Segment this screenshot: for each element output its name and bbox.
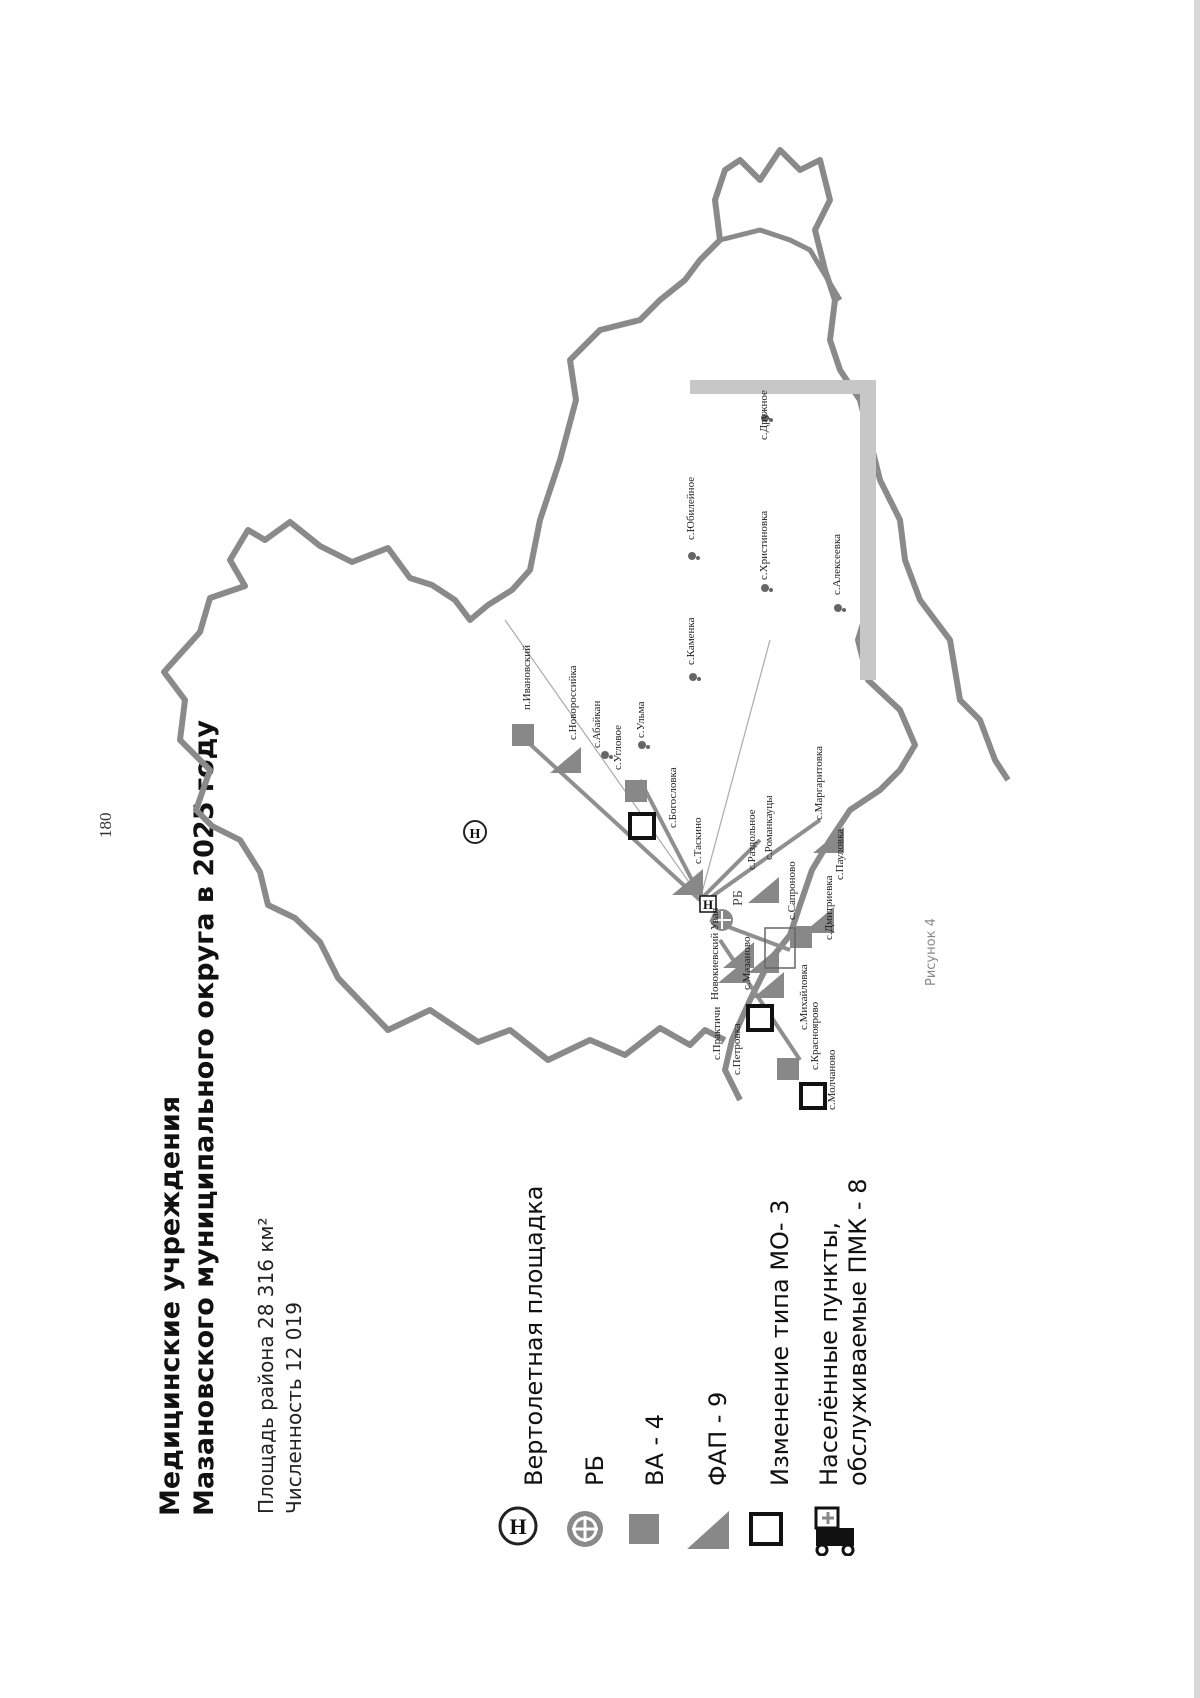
svg-text:H: H: [702, 897, 714, 912]
map-label: с.Алексеевка: [831, 533, 843, 595]
mo-change-marker: [630, 814, 654, 838]
map-label: с.Красноярово: [809, 1001, 821, 1070]
page-number: 180: [96, 812, 115, 838]
heliport-marker-center: [464, 821, 486, 843]
mo-change-marker: [801, 1084, 825, 1108]
area-text: Площадь района 28 316 км²: [254, 1217, 278, 1514]
fap-marker: [748, 877, 779, 903]
legend-fap-label: ФАП - 9: [704, 1391, 732, 1486]
map-label: с.Петровка: [731, 1023, 743, 1075]
population-text: Численность 12 019: [282, 1302, 306, 1514]
title-line-2: Мазановского муниципального округа в 2025 году: [189, 720, 220, 1516]
map-label: с.Юбилейное: [685, 476, 697, 540]
map-label: с.Пауловка: [834, 828, 846, 880]
pmk-marker: [834, 604, 846, 612]
map-label: с.Дмитриевка: [823, 875, 835, 940]
pmk-marker: [638, 741, 650, 749]
shaded-area-top: [690, 380, 860, 394]
svg-text:H: H: [469, 827, 481, 842]
legend-pmk-label-2: обслуживаемые ПМК - 8: [844, 1178, 872, 1486]
map-label: с.Каменка: [685, 617, 697, 665]
map-label: с.Новороссийка: [567, 665, 579, 740]
map-label: с.Таскино: [692, 817, 704, 864]
va-marker: [512, 724, 534, 746]
map-label: с.Маргаритовка: [813, 746, 825, 820]
shaded-area-right: [860, 380, 876, 680]
pmk-marker: [761, 584, 773, 592]
map-label: с.Практичи: [711, 1006, 723, 1060]
map-label: с.Угловое: [612, 724, 624, 770]
va-marker: [625, 780, 647, 802]
legend-pmk-label-1: Населённые пункты,: [815, 1221, 843, 1486]
map-label: с.Раздольное: [746, 809, 758, 870]
pmk-marker: [688, 552, 700, 560]
map-label: с.Романкауцы: [763, 795, 775, 860]
mo-change-marker: [748, 1006, 772, 1030]
map-label: с.Дружное: [758, 390, 770, 440]
legend-mo-change-label: Изменение типа МО- 3: [766, 1199, 794, 1486]
title-line-1: Медицинские учреждения: [155, 1095, 186, 1516]
map-label: с.Ульма: [635, 701, 647, 738]
map-label-rb: РБ: [731, 890, 746, 906]
map-label: с.Христиновка: [758, 510, 770, 580]
map-label: с.Михайловка: [798, 964, 810, 1030]
map-label: с.Абайкан: [591, 700, 603, 748]
map-label: п.Ивановский: [521, 644, 533, 710]
district-boundary: [164, 150, 1008, 1060]
map-label: с.Мазаново: [741, 936, 753, 990]
legend-heliport-label: Вертолетная площадка: [520, 1185, 548, 1486]
svg-text:H: H: [509, 1514, 527, 1539]
map-label: с.Сапроново: [786, 861, 798, 920]
thin-roads: [505, 620, 770, 905]
va-marker: [777, 1058, 799, 1080]
map-label: с.Богословка: [667, 767, 679, 828]
pmk-marker: [689, 673, 701, 681]
figure-caption: Рисунок 4: [924, 918, 939, 986]
legend-rb-label: РБ: [581, 1455, 609, 1486]
map-label: Новокиевский Увал: [709, 907, 721, 1000]
map-label: с.Молчаново: [826, 1049, 838, 1110]
legend-va-label: ВА - 4: [641, 1413, 669, 1486]
